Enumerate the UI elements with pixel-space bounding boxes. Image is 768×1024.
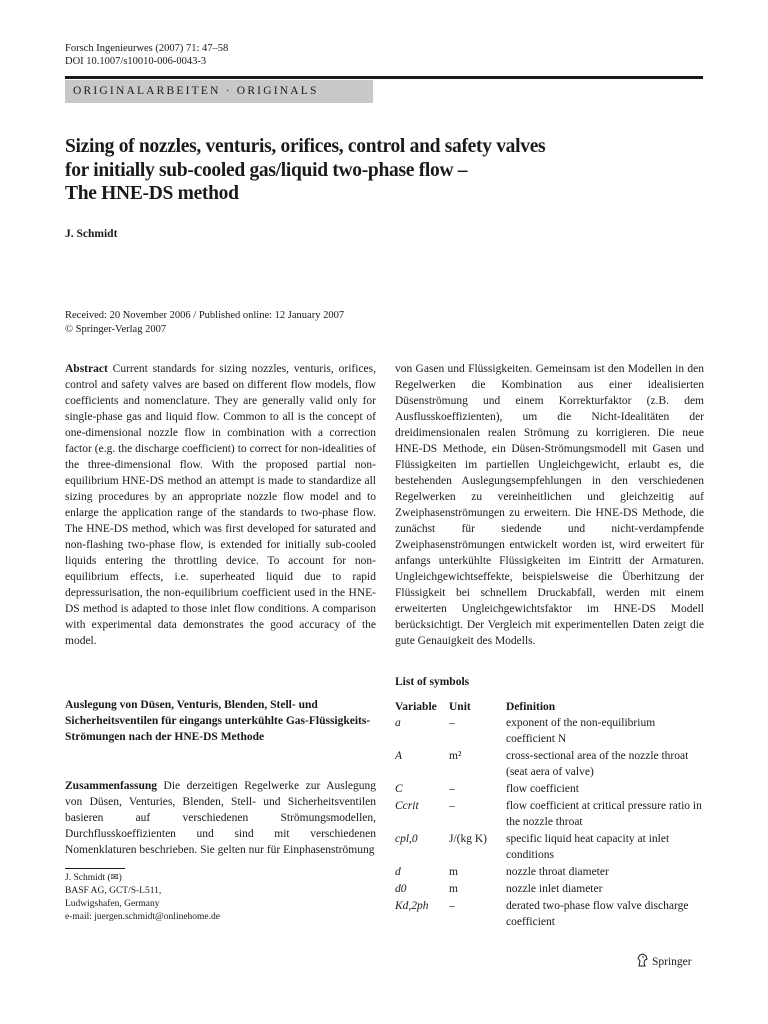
table-row — [395, 798, 706, 831]
publication-dates — [65, 309, 344, 337]
journal-citation — [65, 42, 228, 68]
symbols-heading: List of symbols — [395, 676, 470, 688]
received-line: Received: 20 November 2006 / Published online: 12 January 2007 — [65, 310, 345, 321]
table-row — [395, 715, 706, 748]
symbol-variable: Ccrit — [395, 800, 419, 812]
column-header: Variable — [395, 701, 437, 713]
symbol-variable: d0 — [395, 883, 407, 895]
abstract-label: Abstract — [65, 363, 108, 375]
symbol-unit: m — [449, 883, 458, 895]
symbol-unit: m² — [449, 750, 462, 762]
springer-horse-icon — [636, 953, 649, 970]
doi-line: DOI 10.1007/s10010-006-0043-3 — [65, 56, 207, 67]
footnote-rule — [65, 868, 125, 869]
address-line: BASF AG, GCT/S-L511, — [65, 886, 162, 896]
symbol-unit: – — [449, 783, 455, 795]
german-summary — [65, 778, 376, 858]
german-summary-label: Zusammenfassung — [65, 780, 158, 792]
symbol-variable: cpl,0 — [395, 833, 418, 845]
symbol-unit: m — [449, 866, 458, 878]
symbol-unit: – — [449, 900, 455, 912]
symbol-definition: derated two-phase flow valve discharge coefficient — [506, 900, 689, 928]
copyright-line: © Springer-Verlag 2007 — [65, 324, 167, 335]
author-address — [65, 872, 220, 924]
table-row — [395, 781, 706, 798]
symbol-unit: – — [449, 717, 455, 729]
symbol-variable: C — [395, 783, 403, 795]
symbol-variable: d — [395, 866, 401, 878]
title-line: Sizing of nozzles, venturis, orifices, control and safety valves — [65, 136, 546, 157]
symbol-unit: J/(kg K) — [449, 833, 488, 845]
publisher-name: Springer — [652, 955, 692, 968]
address-line: Ludwigshafen, Germany — [65, 899, 160, 909]
table-row — [395, 898, 706, 931]
german-summary-text: Die derzeitigen Regelwerke zur Auslegung von Düsen, Venturies, Blenden, Stell- und Sicherheitsventilen basieren auf verschiedenen Strömungsmodellen, Durchflusskoeffizienten und sind mit verschiedenen Nomenklaturen beschrieben. Sie gelten nur für Einphasenströmung — [65, 780, 377, 856]
abstract-text: Current standards for sizing nozzles, venturis, orifices, control and safety valves are based on different flow models, flow coefficients and nomenclature. They are generally valid only for single-phase gas and liquid flow. Common to all is the concept of one-dimensional nozzle flow in combination with a correction factor (e.g. the discharge coefficient) to correct for non-idealities of the three-dimensional flow. With the proposed partial non-equilibrium HNE-DS method an attempt is made to standardize all sizing procedures by an appropriate nozzle flow model and to enlarge the application range of the standards to two-phase flow. The HNE-DS method, which was first developed for saturated and non-flashing two-phase flow, is extended for initially sub-cooled liquids entering the throttling device. To account for non-equilibrium effects, i.e. superheated liquid due to rapid depressurisation, the non-equilibrium coefficient used in the HNE-DS method is adapted to those inlet flow conditions. A comparison with experimental data demonstrates the good accuracy of the model. — [65, 363, 376, 647]
symbol-definition: flow coefficient — [506, 783, 579, 795]
german-summary-continued: von Gasen und Flüssigkeiten. Gemeinsam ist den Modellen in den Regelwerken die Kombination aus einer idealisierten Düsenströmung und einem Korrekturfaktor (z.B. dem Ausflusskoeffizienten), um die Nicht-Idealitäten der dreidimensionalen realen Strömung zu korrigieren. Die neue HNE-DS Methode, ein Düsen-Strömungsmodell mit Gasen und Flüssigkeiten im partiellen Ungleichgewicht, erlaubt es, die bestehenden Auslegungsempfehlungen in den verschiedenen Regelwerken zu vereinheitlichen und gleichzeitig auf Zweiphasenströmungen zu erweitern. Die HNE-DS Methode, die zunächst für siedende und nicht-verdampfende Zweiphasenströmungen entwickelt worden ist, wird erweitert für anfangs unterkühlte Flüssigkeiten im Eintritt der Armaturen. Ungleichgewichtseffekte, beispielsweise die Überhitzung der Flüssigkeit bei schnellem Druckabfall, werden mit einem erweiterten Ungleichgewichtsfaktor im HNE-DS Modell berücksichtigt. Der Vergleich mit experimentellen Daten zeigt die gute Genauigkeit des Modells. — [395, 363, 704, 647]
symbol-unit: – — [449, 800, 455, 812]
column-header: Definition — [506, 701, 556, 713]
journal-line: Forsch Ingenieurwes (2007) 71: 47–58 — [65, 43, 229, 54]
symbol-variable: a — [395, 717, 401, 729]
symbol-definition: nozzle throat diameter — [506, 866, 609, 878]
article-title — [65, 135, 625, 206]
symbol-definition: flow coefficient at critical pressure ratio in the nozzle throat — [506, 800, 702, 828]
symbol-variable: Kd,2ph — [395, 900, 429, 912]
header-rule — [65, 76, 703, 79]
table-row — [395, 864, 706, 881]
german-title: Auslegung von Düsen, Venturis, Blenden, Stell- und Sicherheitsventilen für eingangs unterkühlte Gas-Flüssigkeits-Strömungen nach der HNE-DS Methode — [65, 699, 371, 743]
table-row — [395, 831, 706, 864]
section-label: ORIGINALARBEITEN · ORIGINALS — [65, 80, 373, 103]
table-row — [395, 881, 706, 898]
symbols-table — [395, 699, 706, 931]
symbol-definition: nozzle inlet diameter — [506, 883, 603, 895]
symbol-definition: cross-sectional area of the nozzle throat (seat aera of valve) — [506, 750, 689, 778]
email-link[interactable]: e-mail: juergen.schmidt@onlinehome.de — [65, 912, 220, 922]
author-name: J. Schmidt — [65, 228, 118, 240]
table-row — [395, 748, 706, 781]
symbol-definition: specific liquid heat capacity at inlet conditions — [506, 833, 670, 861]
symbol-variable: A — [395, 750, 403, 762]
symbol-definition: exponent of the non-equilibrium coefficient N — [506, 717, 656, 745]
title-line: The HNE-DS method — [65, 183, 239, 204]
publisher-logo — [636, 953, 692, 970]
title-line: for initially sub-cooled gas/liquid two-phase flow – — [65, 159, 468, 181]
address-line: J. Schmidt (✉) — [65, 873, 122, 883]
column-header: Unit — [449, 701, 471, 713]
symbols-header-row — [395, 699, 706, 715]
abstract — [65, 361, 376, 649]
